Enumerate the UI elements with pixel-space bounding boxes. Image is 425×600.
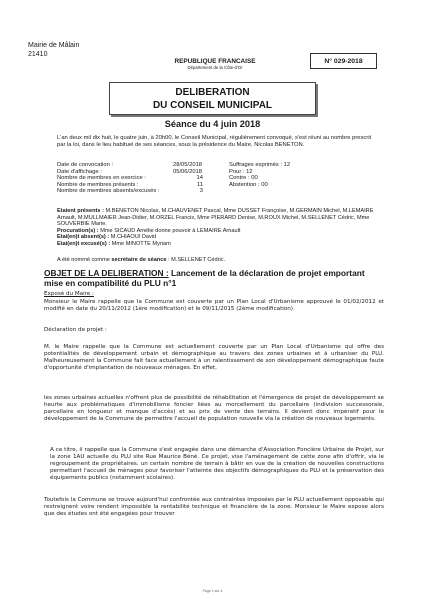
context-paragraph: M. le Maire rappelle que la Commune est actuellement couverte par un Plan Local d'Urbanisme qui offre des potentialités de développement urbain et démographique au travers des zones urbaines et à urbaniser du PLU. Malheureusement la Commune fait face actuellement à un ralentissement de son développement démographique faute d'opportunité d'implantation de nouveaux ménages. En effet, xyxy=(44,344,384,371)
vote-expressed: Suffrages exprimés : 12 xyxy=(229,162,291,168)
vote-abstention: Abstention : 00 xyxy=(229,181,268,188)
attendance-block xyxy=(57,208,377,248)
constraints-paragraph: Toutefois la Commune se trouve aujourd'hui confrontée aux contraintes imposées par le PLU actuellement opposable qui restreignent voire rendent impossible la rentabilité technique et financière de la zone. Monsieur le Maire expose alors que des études ont été engagées pour trouver xyxy=(44,497,384,517)
mairie-address xyxy=(28,41,79,59)
secretary-line xyxy=(57,257,225,263)
meta-row xyxy=(57,175,227,182)
meta-row xyxy=(57,169,227,176)
vote-for: Pour : 12 xyxy=(229,168,253,175)
urban-zones-paragraph: les zones urbaines actuelles n'offrent plus de possibilité de réhabilitation et l'émergence de projet de développement se heurte aux problématiques d'immobilisme foncier liées au morcellement du parcellaire (indivision successorale, parcellaire en longueur et manque d'accès) et au prix de vente des terrains. Il devient donc impératif pour le développement de la Commune de permettre l'accueil de population nouvelle via la création de nouveaux logements. xyxy=(44,395,384,422)
meta-label: Date de convocation : xyxy=(57,162,114,168)
meta-row xyxy=(57,188,227,195)
excused-line xyxy=(57,241,377,248)
excused-label: Etai(en)t excusé(s) : xyxy=(57,240,111,247)
title-line-2: DU CONSEIL MUNICIPAL xyxy=(152,100,273,111)
meta-label: Nombre de membres en exercice : xyxy=(57,175,146,182)
absent-label: Etai(en)t absent(s) : xyxy=(57,234,110,241)
deliberation-subject xyxy=(44,268,384,288)
present-label: Etaient présents : xyxy=(57,208,104,214)
meta-label: Date d'affichage : xyxy=(57,168,102,175)
absent-line xyxy=(57,234,377,241)
republic-heading: REPUBLIQUE FRANCAISE xyxy=(174,58,256,65)
meta-value: 11 xyxy=(196,181,203,188)
meta-label: Nombre de membres absents/excusés : xyxy=(57,188,160,195)
present-names: M.BENETON Nicolas, M.CHAUVENET Pascal, Mme DUSSET Françoise, M.GERMAIN Michel, M.LEMAIRE Arnault, M.MULLMAIER Jean-Didier, M.ORZEL Francis, Mme PIERARD Denise, M.ROUX Michel, M.SELLENET Cédric, Mme SOUVERBIE Marie. xyxy=(57,208,374,228)
present-members xyxy=(57,208,377,228)
meta-value: 3 xyxy=(199,188,203,195)
meta-row xyxy=(57,182,227,189)
department-subtitle: Département de la Côte-d'Or xyxy=(187,65,243,70)
page-footer: Page 1 sur 4 xyxy=(202,589,223,593)
meta-value: 28/05/2018 xyxy=(173,162,203,168)
afu-project-paragraph: A ce titre, il rappelle que la Commune s'est engagée dans une démarche d'Association Foncière Urbaine de Projet, sur la zone 1AU actuelle du PLU site Rue Maurice Béné. Ce projet, vise l'aménagement de cette zone afin d'offrir, via le regroupement de propriétaires, un certain nombre de terrain à bâtir en vue de la création de nouvelles constructions permettant l'accueil de ménages pour favoriser l'atteinte des objectifs démographiques du PLU et la préservation des équipements publics (notamment scolaires). xyxy=(50,447,384,481)
vote-results xyxy=(229,162,379,188)
proxy-line xyxy=(57,228,377,235)
proxy-text: Mme SICAUD Amélie donne pouvoir à LEMAIRE Arnault xyxy=(98,227,241,234)
meta-value: 05/06/2018 xyxy=(173,168,203,175)
plu-history-paragraph: Monsieur le Maire rappelle que la Commune est couverte par un Plan Local d'Urbanisme approuvé le 01/02/2012 et modifié en date du 20/11/2012 (1ère modification) et le 09/11/2015 (2ème modification). xyxy=(44,299,384,312)
expose-heading: Exposé du Maire : xyxy=(44,291,94,297)
secretary-suffix: : M.SELLENET Cédric. xyxy=(166,257,226,263)
document-title xyxy=(109,82,316,115)
declaration-heading: Déclaration de projet : xyxy=(44,327,107,333)
objet-text: Lancement de la déclaration de projet emportant mise en compatibilité du PLU n°1 xyxy=(44,268,365,288)
secretary-role: secrétaire de séance xyxy=(111,257,167,263)
meta-value: 14 xyxy=(196,175,203,182)
absent-text: M.CHIAOUI David xyxy=(109,234,157,241)
mairie-postcode: 21410 xyxy=(28,51,48,58)
intro-paragraph: L'an deux mil dix huit, le quatre juin, à 20h00, le Conseil Municipal, régulièrement convoqué, s'est réuni au nombre prescrit par la loi, dans le lieu habituel de ses séances, sous la présidence du Maire, Nicolas BENETON. xyxy=(57,135,372,148)
secretary-prefix: A été nommé comme xyxy=(57,257,112,263)
title-line-1: DELIBERATION xyxy=(175,87,250,98)
objet-label: OBJET DE LA DELIBERATION : xyxy=(44,268,169,278)
meta-label: Nombre de membres présents : xyxy=(57,181,139,188)
meeting-dates-counts xyxy=(57,162,227,195)
meta-row xyxy=(57,162,227,169)
vote-against: Contre : 00 xyxy=(229,175,258,182)
session-date: Séance du 4 juin 2018 xyxy=(164,119,261,129)
proxy-label: Procuration(s) : xyxy=(57,227,99,234)
mairie-name: Mairie de Mâlain xyxy=(28,42,80,49)
deliberation-number: N° 029-2018 xyxy=(310,53,377,69)
excused-text: Mme MINOTTE Myriam xyxy=(110,240,171,247)
